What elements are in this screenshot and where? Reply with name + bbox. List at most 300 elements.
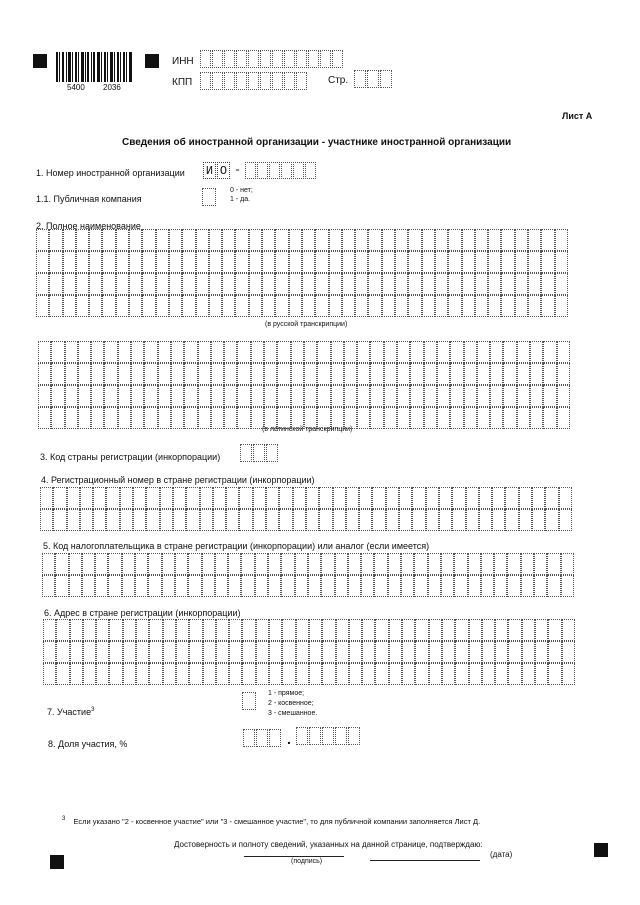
name-ru-cell[interactable] <box>422 229 435 251</box>
inn-cell[interactable] <box>296 50 307 68</box>
name-ru-cell[interactable] <box>515 251 528 273</box>
name-ru-cell[interactable] <box>329 295 342 317</box>
name-ru-cell[interactable] <box>528 273 541 295</box>
reg-number-cell[interactable] <box>439 487 452 509</box>
address-cell[interactable] <box>322 619 335 641</box>
reg-number-cell[interactable] <box>120 509 133 531</box>
reg-number-cell[interactable] <box>505 509 518 531</box>
address-cell[interactable] <box>455 619 468 641</box>
address-cell[interactable] <box>123 641 136 663</box>
name-lat-cell[interactable] <box>317 363 330 385</box>
address-cell[interactable] <box>309 663 322 685</box>
name-ru-cell[interactable] <box>408 229 421 251</box>
address-cell[interactable] <box>402 663 415 685</box>
address-cell[interactable] <box>203 663 216 685</box>
name-ru-cell[interactable] <box>63 251 76 273</box>
taxpayer-code-cell[interactable] <box>42 553 55 575</box>
name-ru-cell[interactable] <box>275 295 288 317</box>
taxpayer-code-cell[interactable] <box>95 553 108 575</box>
name-lat-cell[interactable] <box>543 407 556 429</box>
name-ru-cell[interactable] <box>342 251 355 273</box>
name-ru-cell[interactable] <box>76 273 89 295</box>
name-ru-cell[interactable] <box>368 295 381 317</box>
taxpayer-code-cell[interactable] <box>295 575 308 597</box>
taxpayer-code-cell[interactable] <box>561 553 574 575</box>
name-lat-cell[interactable] <box>144 341 157 363</box>
name-ru-cell[interactable] <box>102 229 115 251</box>
name-lat-cell[interactable] <box>437 385 450 407</box>
org-number-cell[interactable] <box>257 162 268 179</box>
taxpayer-code-cell[interactable] <box>335 575 348 597</box>
name-ru-cell[interactable] <box>315 273 328 295</box>
name-ru-cell[interactable] <box>116 273 129 295</box>
address-cell[interactable] <box>83 619 96 641</box>
reg-number-cell[interactable] <box>213 509 226 531</box>
reg-number-cell[interactable] <box>319 487 332 509</box>
address-cell[interactable] <box>176 641 189 663</box>
name-ru-cell[interactable] <box>275 273 288 295</box>
address-cell[interactable] <box>442 641 455 663</box>
address-cell[interactable] <box>415 641 428 663</box>
taxpayer-code-cell[interactable] <box>215 553 228 575</box>
name-lat-cell[interactable] <box>104 341 117 363</box>
kpp-cell[interactable] <box>248 72 259 90</box>
name-lat-cell[interactable] <box>384 385 397 407</box>
address-cell[interactable] <box>429 641 442 663</box>
taxpayer-code-cell[interactable] <box>228 575 241 597</box>
name-lat-cell[interactable] <box>517 385 530 407</box>
address-cell[interactable] <box>70 641 83 663</box>
address-cell[interactable] <box>415 619 428 641</box>
name-lat-cell[interactable] <box>158 341 171 363</box>
name-ru-cell[interactable] <box>249 229 262 251</box>
name-ru-cell[interactable] <box>76 295 89 317</box>
reg-number-cell[interactable] <box>559 487 572 509</box>
name-lat-cell[interactable] <box>410 341 423 363</box>
address-cell[interactable] <box>296 641 309 663</box>
page-cell[interactable] <box>367 70 379 88</box>
name-lat-cell[interactable] <box>543 363 556 385</box>
address-cell[interactable] <box>229 663 242 685</box>
name-ru-cell[interactable] <box>129 295 142 317</box>
name-ru-cell[interactable] <box>395 251 408 273</box>
taxpayer-code-cell[interactable] <box>202 575 215 597</box>
name-ru-cell[interactable] <box>102 295 115 317</box>
address-cell[interactable] <box>535 619 548 641</box>
reg-number-cell[interactable] <box>146 509 159 531</box>
name-ru-cell[interactable] <box>501 295 514 317</box>
name-lat-cell[interactable] <box>517 407 530 429</box>
name-ru-cell[interactable] <box>235 273 248 295</box>
share-fraction-field[interactable] <box>296 727 361 745</box>
foreign-org-number-field[interactable] <box>203 162 317 179</box>
reg-number-cell[interactable] <box>359 509 372 531</box>
address-cell[interactable] <box>322 663 335 685</box>
name-ru-cell[interactable] <box>475 251 488 273</box>
name-ru-cell[interactable] <box>342 295 355 317</box>
name-ru-cell[interactable] <box>289 295 302 317</box>
reg-number-cell[interactable] <box>160 509 173 531</box>
name-ru-cell[interactable] <box>302 273 315 295</box>
name-ru-cell[interactable] <box>289 273 302 295</box>
name-lat-cell[interactable] <box>144 363 157 385</box>
reg-number-cell[interactable] <box>80 509 93 531</box>
name-ru-cell[interactable] <box>462 273 475 295</box>
name-ru-cell[interactable] <box>435 295 448 317</box>
name-ru-cell[interactable] <box>541 295 554 317</box>
address-cell[interactable] <box>349 663 362 685</box>
address-cell[interactable] <box>242 619 255 641</box>
name-ru-cell[interactable] <box>129 273 142 295</box>
name-ru-cell[interactable] <box>275 251 288 273</box>
reg-number-cell[interactable] <box>40 487 53 509</box>
name-lat-cell[interactable] <box>370 341 383 363</box>
name-ru-cell[interactable] <box>182 229 195 251</box>
name-ru-cell[interactable] <box>342 273 355 295</box>
name-lat-cell[interactable] <box>424 363 437 385</box>
share-fraction-cell[interactable] <box>309 727 321 745</box>
address-cell[interactable] <box>442 663 455 685</box>
reg-number-cell[interactable] <box>186 509 199 531</box>
taxpayer-code-cell[interactable] <box>268 553 281 575</box>
address-cell[interactable] <box>535 641 548 663</box>
taxpayer-code-cell[interactable] <box>202 553 215 575</box>
name-ru-cell[interactable] <box>169 273 182 295</box>
name-lat-cell[interactable] <box>237 407 250 429</box>
reg-number-cell[interactable] <box>279 509 292 531</box>
reg-number-cell[interactable] <box>426 487 439 509</box>
address-cell[interactable] <box>216 619 229 641</box>
reg-number-cell[interactable] <box>466 487 479 509</box>
name-lat-cell[interactable] <box>344 341 357 363</box>
address-cell[interactable] <box>109 663 122 685</box>
name-ru-cell[interactable] <box>49 251 62 273</box>
name-lat-cell[interactable] <box>91 385 104 407</box>
name-lat-cell[interactable] <box>237 363 250 385</box>
address-cell[interactable] <box>562 619 575 641</box>
name-ru-cell[interactable] <box>528 295 541 317</box>
address-cell[interactable] <box>163 641 176 663</box>
taxpayer-code-cell[interactable] <box>454 575 467 597</box>
name-ru-cell[interactable] <box>169 295 182 317</box>
name-lat-cell[interactable] <box>344 385 357 407</box>
name-ru-cell[interactable] <box>501 251 514 273</box>
taxpayer-code-cell[interactable] <box>374 553 387 575</box>
name-ru-cell[interactable] <box>222 273 235 295</box>
inn-cell[interactable] <box>332 50 343 68</box>
name-lat-cell[interactable] <box>410 385 423 407</box>
address-cell[interactable] <box>83 663 96 685</box>
taxpayer-code-cell[interactable] <box>188 553 201 575</box>
taxpayer-code-cell[interactable] <box>255 553 268 575</box>
name-ru-cell[interactable] <box>435 229 448 251</box>
address-cell[interactable] <box>562 641 575 663</box>
address-cell[interactable] <box>389 663 402 685</box>
taxpayer-code-cell[interactable] <box>188 575 201 597</box>
name-ru-cell[interactable] <box>289 229 302 251</box>
name-ru-cell[interactable] <box>222 251 235 273</box>
name-ru-cell[interactable] <box>488 273 501 295</box>
public-company-field[interactable] <box>202 188 216 206</box>
name-lat-cell[interactable] <box>38 385 51 407</box>
name-ru-cell[interactable] <box>262 229 275 251</box>
name-ru-cell[interactable] <box>156 229 169 251</box>
reg-number-cell[interactable] <box>146 487 159 509</box>
taxpayer-code-cell[interactable] <box>215 575 228 597</box>
name-ru-cell[interactable] <box>89 295 102 317</box>
taxpayer-code-cell[interactable] <box>414 575 427 597</box>
name-ru-cell[interactable] <box>435 251 448 273</box>
name-lat-cell[interactable] <box>38 363 51 385</box>
name-ru-cell[interactable] <box>488 251 501 273</box>
address-cell[interactable] <box>349 641 362 663</box>
kpp-cell[interactable] <box>224 72 235 90</box>
name-lat-cell[interactable] <box>118 385 131 407</box>
name-ru-cell[interactable] <box>515 295 528 317</box>
taxpayer-code-cell[interactable] <box>401 553 414 575</box>
address-cell[interactable] <box>56 619 69 641</box>
name-ru-cell[interactable] <box>395 229 408 251</box>
name-lat-cell[interactable] <box>317 385 330 407</box>
name-lat-cell[interactable] <box>65 363 78 385</box>
name-lat-cell[interactable] <box>211 363 224 385</box>
reg-number-cell[interactable] <box>173 509 186 531</box>
reg-number-cell[interactable] <box>239 487 252 509</box>
name-ru-cell[interactable] <box>36 251 49 273</box>
reg-number-cell[interactable] <box>53 487 66 509</box>
name-lat-cell[interactable] <box>557 363 570 385</box>
reg-number-cell[interactable] <box>226 509 239 531</box>
name-lat-cell[interactable] <box>304 385 317 407</box>
name-lat-cell[interactable] <box>198 341 211 363</box>
name-lat-cell[interactable] <box>91 341 104 363</box>
address-cell[interactable] <box>469 663 482 685</box>
address-cell[interactable] <box>136 663 149 685</box>
name-lat-cell[interactable] <box>410 363 423 385</box>
address-cell[interactable] <box>189 663 202 685</box>
reg-number-cell[interactable] <box>532 509 545 531</box>
full-name-latin-grid[interactable] <box>38 341 570 429</box>
name-ru-cell[interactable] <box>368 251 381 273</box>
address-cell[interactable] <box>242 641 255 663</box>
name-lat-cell[interactable] <box>38 341 51 363</box>
address-cell[interactable] <box>163 663 176 685</box>
name-lat-cell[interactable] <box>118 341 131 363</box>
reg-number-cell[interactable] <box>253 487 266 509</box>
name-lat-cell[interactable] <box>251 385 264 407</box>
reg-number-cell[interactable] <box>426 509 439 531</box>
name-ru-cell[interactable] <box>209 251 222 273</box>
org-number-cell[interactable] <box>281 162 292 179</box>
address-cell[interactable] <box>402 641 415 663</box>
country-code-field[interactable] <box>240 444 279 462</box>
address-cell[interactable] <box>282 619 295 641</box>
taxpayer-code-cell[interactable] <box>494 575 507 597</box>
name-lat-cell[interactable] <box>437 363 450 385</box>
taxpayer-code-cell[interactable] <box>108 575 121 597</box>
taxpayer-code-cell[interactable] <box>55 553 68 575</box>
name-lat-cell[interactable] <box>503 363 516 385</box>
name-lat-cell[interactable] <box>118 407 131 429</box>
name-ru-cell[interactable] <box>235 229 248 251</box>
address-cell[interactable] <box>123 619 136 641</box>
name-ru-cell[interactable] <box>156 295 169 317</box>
name-lat-cell[interactable] <box>51 363 64 385</box>
taxpayer-code-cell[interactable] <box>441 553 454 575</box>
name-lat-cell[interactable] <box>490 407 503 429</box>
address-cell[interactable] <box>216 641 229 663</box>
reg-number-cell[interactable] <box>239 509 252 531</box>
inn-cell[interactable] <box>212 50 223 68</box>
name-lat-cell[interactable] <box>277 363 290 385</box>
name-lat-cell[interactable] <box>277 385 290 407</box>
reg-number-cell[interactable] <box>505 487 518 509</box>
address-grid[interactable] <box>43 619 575 685</box>
address-cell[interactable] <box>216 663 229 685</box>
name-lat-cell[interactable] <box>357 407 370 429</box>
name-lat-cell[interactable] <box>118 363 131 385</box>
taxpayer-code-cell[interactable] <box>534 575 547 597</box>
address-cell[interactable] <box>96 619 109 641</box>
address-cell[interactable] <box>296 619 309 641</box>
name-lat-cell[interactable] <box>344 363 357 385</box>
name-lat-cell[interactable] <box>184 341 197 363</box>
reg-number-cell[interactable] <box>333 487 346 509</box>
name-lat-cell[interactable] <box>437 407 450 429</box>
name-ru-cell[interactable] <box>488 229 501 251</box>
address-cell[interactable] <box>269 663 282 685</box>
address-cell[interactable] <box>336 619 349 641</box>
taxpayer-code-cell[interactable] <box>108 553 121 575</box>
org-number-cell[interactable] <box>269 162 280 179</box>
name-ru-cell[interactable] <box>142 273 155 295</box>
org-number-cell[interactable] <box>305 162 316 179</box>
name-lat-cell[interactable] <box>530 341 543 363</box>
name-ru-cell[interactable] <box>395 295 408 317</box>
name-ru-cell[interactable] <box>448 251 461 273</box>
reg-number-cell[interactable] <box>200 509 213 531</box>
taxpayer-code-cell[interactable] <box>388 575 401 597</box>
address-cell[interactable] <box>136 641 149 663</box>
name-lat-cell[interactable] <box>304 341 317 363</box>
name-lat-cell[interactable] <box>198 385 211 407</box>
name-ru-cell[interactable] <box>156 251 169 273</box>
name-ru-cell[interactable] <box>448 295 461 317</box>
name-ru-cell[interactable] <box>515 273 528 295</box>
reg-number-cell[interactable] <box>306 487 319 509</box>
name-ru-cell[interactable] <box>329 273 342 295</box>
reg-number-cell[interactable] <box>386 509 399 531</box>
name-ru-cell[interactable] <box>63 295 76 317</box>
taxpayer-code-cell[interactable] <box>374 575 387 597</box>
name-ru-cell[interactable] <box>209 273 222 295</box>
name-ru-cell[interactable] <box>355 229 368 251</box>
reg-number-cell[interactable] <box>519 509 532 531</box>
name-ru-cell[interactable] <box>368 229 381 251</box>
address-cell[interactable] <box>522 663 535 685</box>
address-cell[interactable] <box>43 663 56 685</box>
reg-number-cell[interactable] <box>492 509 505 531</box>
name-lat-cell[interactable] <box>65 341 78 363</box>
name-lat-cell[interactable] <box>331 385 344 407</box>
reg-number-cell[interactable] <box>519 487 532 509</box>
name-lat-cell[interactable] <box>450 385 463 407</box>
name-ru-cell[interactable] <box>116 229 129 251</box>
name-lat-cell[interactable] <box>91 363 104 385</box>
name-lat-cell[interactable] <box>397 385 410 407</box>
name-lat-cell[interactable] <box>357 385 370 407</box>
reg-number-cell[interactable] <box>452 487 465 509</box>
share-fraction-cell[interactable] <box>296 727 308 745</box>
taxpayer-code-cell[interactable] <box>414 553 427 575</box>
address-cell[interactable] <box>203 619 216 641</box>
name-lat-cell[interactable] <box>291 385 304 407</box>
name-ru-cell[interactable] <box>49 295 62 317</box>
name-lat-cell[interactable] <box>384 341 397 363</box>
name-ru-cell[interactable] <box>355 273 368 295</box>
reg-number-cell[interactable] <box>293 487 306 509</box>
name-lat-cell[interactable] <box>184 385 197 407</box>
name-ru-cell[interactable] <box>501 273 514 295</box>
name-ru-cell[interactable] <box>528 229 541 251</box>
reg-number-cell[interactable] <box>200 487 213 509</box>
reg-number-cell[interactable] <box>412 487 425 509</box>
name-lat-cell[interactable] <box>131 407 144 429</box>
share-integer-field[interactable] <box>243 729 282 747</box>
address-cell[interactable] <box>482 641 495 663</box>
address-cell[interactable] <box>495 663 508 685</box>
reg-number-cell[interactable] <box>279 487 292 509</box>
reg-number-cell[interactable] <box>559 509 572 531</box>
reg-number-cell[interactable] <box>399 487 412 509</box>
address-cell[interactable] <box>176 663 189 685</box>
participation-type-field[interactable] <box>242 692 256 710</box>
reg-number-cell[interactable] <box>359 487 372 509</box>
name-lat-cell[interactable] <box>144 385 157 407</box>
name-ru-cell[interactable] <box>528 251 541 273</box>
address-cell[interactable] <box>522 619 535 641</box>
inn-cell[interactable] <box>200 50 211 68</box>
address-cell[interactable] <box>429 619 442 641</box>
address-cell[interactable] <box>362 619 375 641</box>
name-lat-cell[interactable] <box>464 385 477 407</box>
address-cell[interactable] <box>56 641 69 663</box>
name-ru-cell[interactable] <box>209 229 222 251</box>
taxpayer-code-cell[interactable] <box>95 575 108 597</box>
name-lat-cell[interactable] <box>357 363 370 385</box>
name-lat-cell[interactable] <box>450 407 463 429</box>
address-cell[interactable] <box>256 663 269 685</box>
full-name-russian-grid[interactable] <box>36 229 568 317</box>
address-cell[interactable] <box>296 663 309 685</box>
taxpayer-code-cell[interactable] <box>468 553 481 575</box>
address-cell[interactable] <box>242 663 255 685</box>
taxpayer-code-cell[interactable] <box>494 553 507 575</box>
address-cell[interactable] <box>336 641 349 663</box>
inn-cell[interactable] <box>320 50 331 68</box>
reg-number-cell[interactable] <box>213 487 226 509</box>
name-lat-cell[interactable] <box>517 363 530 385</box>
taxpayer-code-cell[interactable] <box>481 553 494 575</box>
name-ru-cell[interactable] <box>342 229 355 251</box>
address-cell[interactable] <box>269 641 282 663</box>
name-ru-cell[interactable] <box>275 229 288 251</box>
name-lat-cell[interactable] <box>291 341 304 363</box>
address-cell[interactable] <box>508 663 521 685</box>
address-cell[interactable] <box>508 619 521 641</box>
name-ru-cell[interactable] <box>448 229 461 251</box>
name-lat-cell[interactable] <box>357 341 370 363</box>
